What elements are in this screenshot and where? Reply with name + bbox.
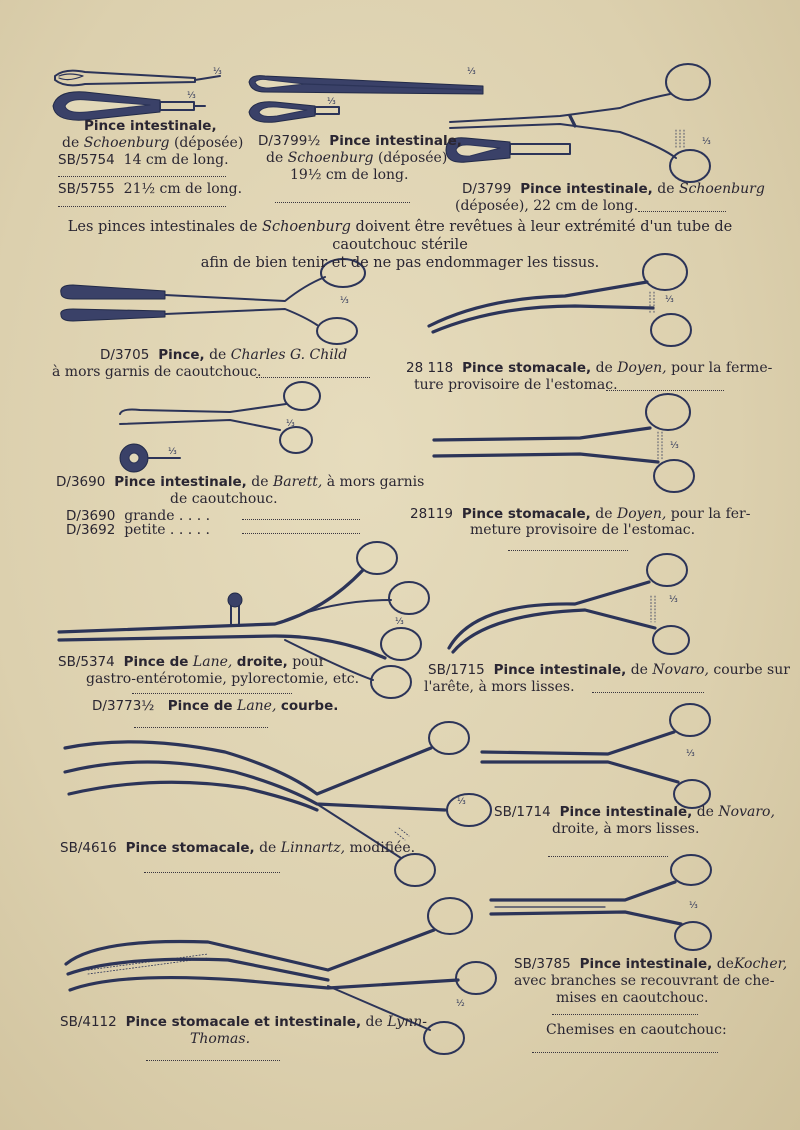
caption-barett-line2: [170, 491, 278, 508]
maker-suffix: (déposée): [377, 150, 448, 166]
caption-linnartz: [60, 840, 415, 857]
caption-schoenburg-small-line1: [58, 152, 229, 169]
dotted-leader: [552, 1014, 698, 1015]
dotted-leader: [144, 872, 280, 873]
caption-schoenburg-mid: [258, 133, 462, 150]
product-code: D/3773½: [92, 698, 155, 714]
maker-prefix: de: [716, 956, 734, 972]
dotted-leader: [275, 202, 410, 203]
product-title: Pince intestinale,: [329, 133, 462, 149]
linnartz-stomach-clamp-illustration: [55, 712, 495, 892]
maker-name: Schoenburg: [287, 150, 374, 166]
caption-lynn-thomas: [60, 1014, 427, 1031]
caption-schoenburg-mid-maker: [266, 150, 447, 167]
dotted-leader: [256, 377, 370, 378]
note-text: afin de bien tenir et de ne pas endommager les tissus.: [200, 255, 600, 271]
product-desc: meture provisoire de l'estomac.: [470, 522, 696, 538]
maker-name: Linnartz,: [280, 840, 346, 856]
caption-kocher-chemises: [546, 1022, 727, 1039]
scale-mark: ⅓: [457, 797, 466, 807]
dotted-leader: [242, 533, 360, 534]
maker-prefix: de: [365, 1014, 383, 1030]
product-title: Pince intestinale,: [520, 181, 653, 197]
size-label: grande . . . .: [124, 508, 211, 524]
maker-suffix: (déposée): [173, 135, 244, 151]
product-code: D/3799: [462, 181, 512, 197]
product-code: SB/4112: [60, 1014, 117, 1030]
product-code: SB/1715: [428, 662, 485, 678]
dotted-leader: [508, 550, 628, 551]
product-size: 14 cm de long.: [123, 152, 229, 168]
caption-child: [100, 347, 347, 364]
maker-name: Novaro,: [718, 804, 775, 820]
product-code: D/3690: [56, 474, 106, 490]
maker-prefix: de: [62, 135, 80, 151]
dotted-leader: [548, 856, 668, 857]
caption-kocher-line2: [514, 973, 774, 990]
product-title: Pince intestinale,: [493, 662, 627, 678]
maker-name: Kocher,: [733, 956, 788, 972]
caption-schoenburg-small-line2: [58, 181, 242, 198]
product-desc: pour la fer-: [670, 506, 751, 522]
caption-schoenburg-large-line2: [455, 198, 638, 215]
maker-prefix: de: [595, 360, 613, 376]
maker-name: Lynn-: [387, 1014, 427, 1030]
product-desc: de caoutchouc.: [170, 491, 278, 507]
product-code: 28119: [410, 506, 453, 522]
product-desc: courbe sur: [713, 662, 790, 678]
scale-mark: ⅓: [467, 67, 476, 77]
scale-mark: ⅓: [686, 749, 695, 759]
lynn-thomas-clamp-illustration: [58, 890, 508, 1060]
note-text: Les pinces intestinales de: [67, 219, 258, 235]
product-code: SB/4616: [60, 840, 117, 856]
product-code: SB/5754: [58, 152, 115, 168]
product-code: SB/3785: [514, 956, 571, 972]
maker-prefix: de: [259, 840, 277, 856]
caption-child-line2: [52, 364, 262, 381]
product-desc: modifiée.: [349, 840, 416, 856]
product-size: 19½ cm de long.: [290, 167, 409, 183]
product-desc: pour: [292, 654, 326, 670]
maker-name: Charles G. Child: [230, 347, 348, 363]
product-title: Pince intestinale,: [114, 474, 247, 490]
maker-prefix: de: [696, 804, 714, 820]
novaro-curved-forceps-illustration: [445, 552, 715, 662]
caption-lynn-thomas-line2: [190, 1031, 250, 1048]
dotted-leader: [58, 176, 226, 177]
scale-mark: ⅓: [213, 67, 222, 77]
caption-lane-curved: [92, 698, 338, 715]
maker-prefix: de: [209, 347, 227, 363]
product-code: D/3705: [100, 347, 150, 363]
product-desc: mises en caoutchouc.: [556, 990, 709, 1006]
caption-doyen-straight-line2: [470, 522, 695, 539]
scale-mark: ⅓: [702, 137, 711, 147]
product-desc: l'arête, à mors lisses.: [424, 679, 575, 695]
maker-prefix: de: [251, 474, 269, 490]
scale-mark: ⅓: [327, 97, 336, 107]
caption-novaro-straight-line2: [552, 821, 699, 838]
caption-novaro-straight: [494, 804, 775, 821]
product-title: Pince stomacale et intestinale,: [125, 1014, 362, 1030]
caption-schoenburg-small: [84, 118, 217, 135]
scale-mark: ⅓: [168, 447, 177, 457]
maker-prefix: de: [266, 150, 284, 166]
scale-mark: ⅓: [340, 296, 349, 306]
product-desc: pour la ferme-: [671, 360, 773, 376]
note-maker: Schoenburg: [262, 219, 351, 235]
caption-schoenburg-large: [462, 181, 765, 198]
product-title: Pince intestinale,: [559, 804, 693, 820]
novaro-straight-forceps-illustration: [478, 700, 718, 810]
product-code: 28 118: [406, 360, 454, 376]
caption-schoenburg-small-maker: [62, 135, 243, 152]
caption-novaro-curved-line2: [424, 679, 575, 696]
product-desc: Chemises en caoutchouc:: [546, 1022, 727, 1038]
product-code: SB/5374: [58, 654, 115, 670]
caption-novaro-curved: [428, 662, 790, 679]
scale-mark: ⅓: [669, 595, 678, 605]
caption-doyen-curved: [406, 360, 772, 377]
dotted-leader: [132, 693, 292, 694]
caption-kocher-line3: [556, 990, 708, 1007]
maker-name: Schoenburg: [678, 181, 765, 197]
scale-mark: ⅓: [286, 419, 295, 429]
product-title: Pince intestinale,: [84, 118, 217, 134]
caption-doyen-straight: [410, 506, 750, 523]
maker-prefix: de: [595, 506, 613, 522]
maker-name: Thomas.: [190, 1031, 251, 1047]
product-title: Pince stomacale,: [461, 506, 591, 522]
note-text: doivent être revêtues à leur extrémité d'un tube de caoutchouc stérile: [332, 219, 733, 253]
product-size: 21½ cm de long.: [123, 181, 243, 197]
caption-schoenburg-mid-length: [290, 167, 408, 184]
product-code: D/3690: [66, 508, 116, 524]
product-code: SB/5755: [58, 181, 115, 197]
product-variant: droite,: [236, 654, 288, 670]
product-variant: courbe.: [280, 698, 339, 714]
maker-prefix: de: [657, 181, 675, 197]
dotted-leader: [638, 211, 726, 212]
caption-lane-line2: [86, 671, 359, 688]
caption-lane: [58, 654, 325, 671]
dotted-leader: [134, 727, 268, 728]
maker-name: Lane,: [192, 654, 233, 670]
dotted-leader: [242, 519, 360, 520]
product-desc: droite, à mors lisses.: [552, 821, 700, 837]
scale-mark: ⅓: [395, 617, 404, 627]
product-code: D/3799½: [258, 133, 321, 149]
product-title: Pince intestinale,: [579, 956, 713, 972]
schoenburg-usage-note: [30, 218, 770, 272]
maker-name: Schoenburg: [83, 135, 170, 151]
product-title: Pince de: [167, 698, 233, 714]
caption-doyen-curved-line2: [414, 377, 618, 394]
schoenburg-large-forceps-illustration: [440, 58, 730, 188]
product-desc: avec branches se recouvrant de che-: [514, 973, 775, 989]
scale-mark: ⅓: [670, 441, 679, 451]
product-title: Pince,: [158, 347, 205, 363]
product-title: Pince de: [123, 654, 189, 670]
dotted-leader: [146, 1060, 280, 1061]
barett-forceps-illustration: [110, 380, 340, 480]
maker-name: Barett,: [272, 474, 323, 490]
product-code: D/3692: [66, 522, 116, 538]
product-code: SB/1714: [494, 804, 551, 820]
maker-name: Doyen,: [617, 360, 667, 376]
scale-mark: ⅓: [665, 295, 674, 305]
dotted-leader: [58, 206, 226, 207]
caption-barett: [56, 474, 424, 491]
scale-mark: ⅓: [187, 91, 196, 101]
product-desc: ture provisoire de l'estomac.: [414, 377, 618, 393]
scale-mark: ⅓: [689, 901, 698, 911]
product-size: (déposée), 22 cm de long.: [455, 198, 639, 214]
dotted-leader: [532, 1052, 718, 1053]
dotted-leader: [592, 692, 704, 693]
product-desc: gastro-entérotomie, pylorectomie, etc.: [86, 671, 360, 687]
maker-name: Doyen,: [616, 506, 667, 522]
maker-name: Lane,: [237, 698, 277, 714]
doyen-straight-clamp-illustration: [430, 390, 710, 500]
kocher-forceps-illustration: [485, 852, 725, 952]
scale-mark: ½: [456, 999, 465, 1009]
dotted-leader: [606, 390, 724, 391]
product-desc: à mors garnis de caoutchouc.: [52, 364, 262, 380]
caption-barett-size-petite: [66, 522, 210, 539]
product-title: Pince stomacale,: [462, 360, 592, 376]
product-title: Pince stomacale,: [125, 840, 255, 856]
maker-prefix: de: [630, 662, 648, 678]
size-label: petite . . . . .: [124, 522, 210, 538]
product-desc: à mors garnis: [326, 474, 425, 490]
maker-name: Novaro,: [652, 662, 709, 678]
caption-kocher: [514, 956, 787, 973]
